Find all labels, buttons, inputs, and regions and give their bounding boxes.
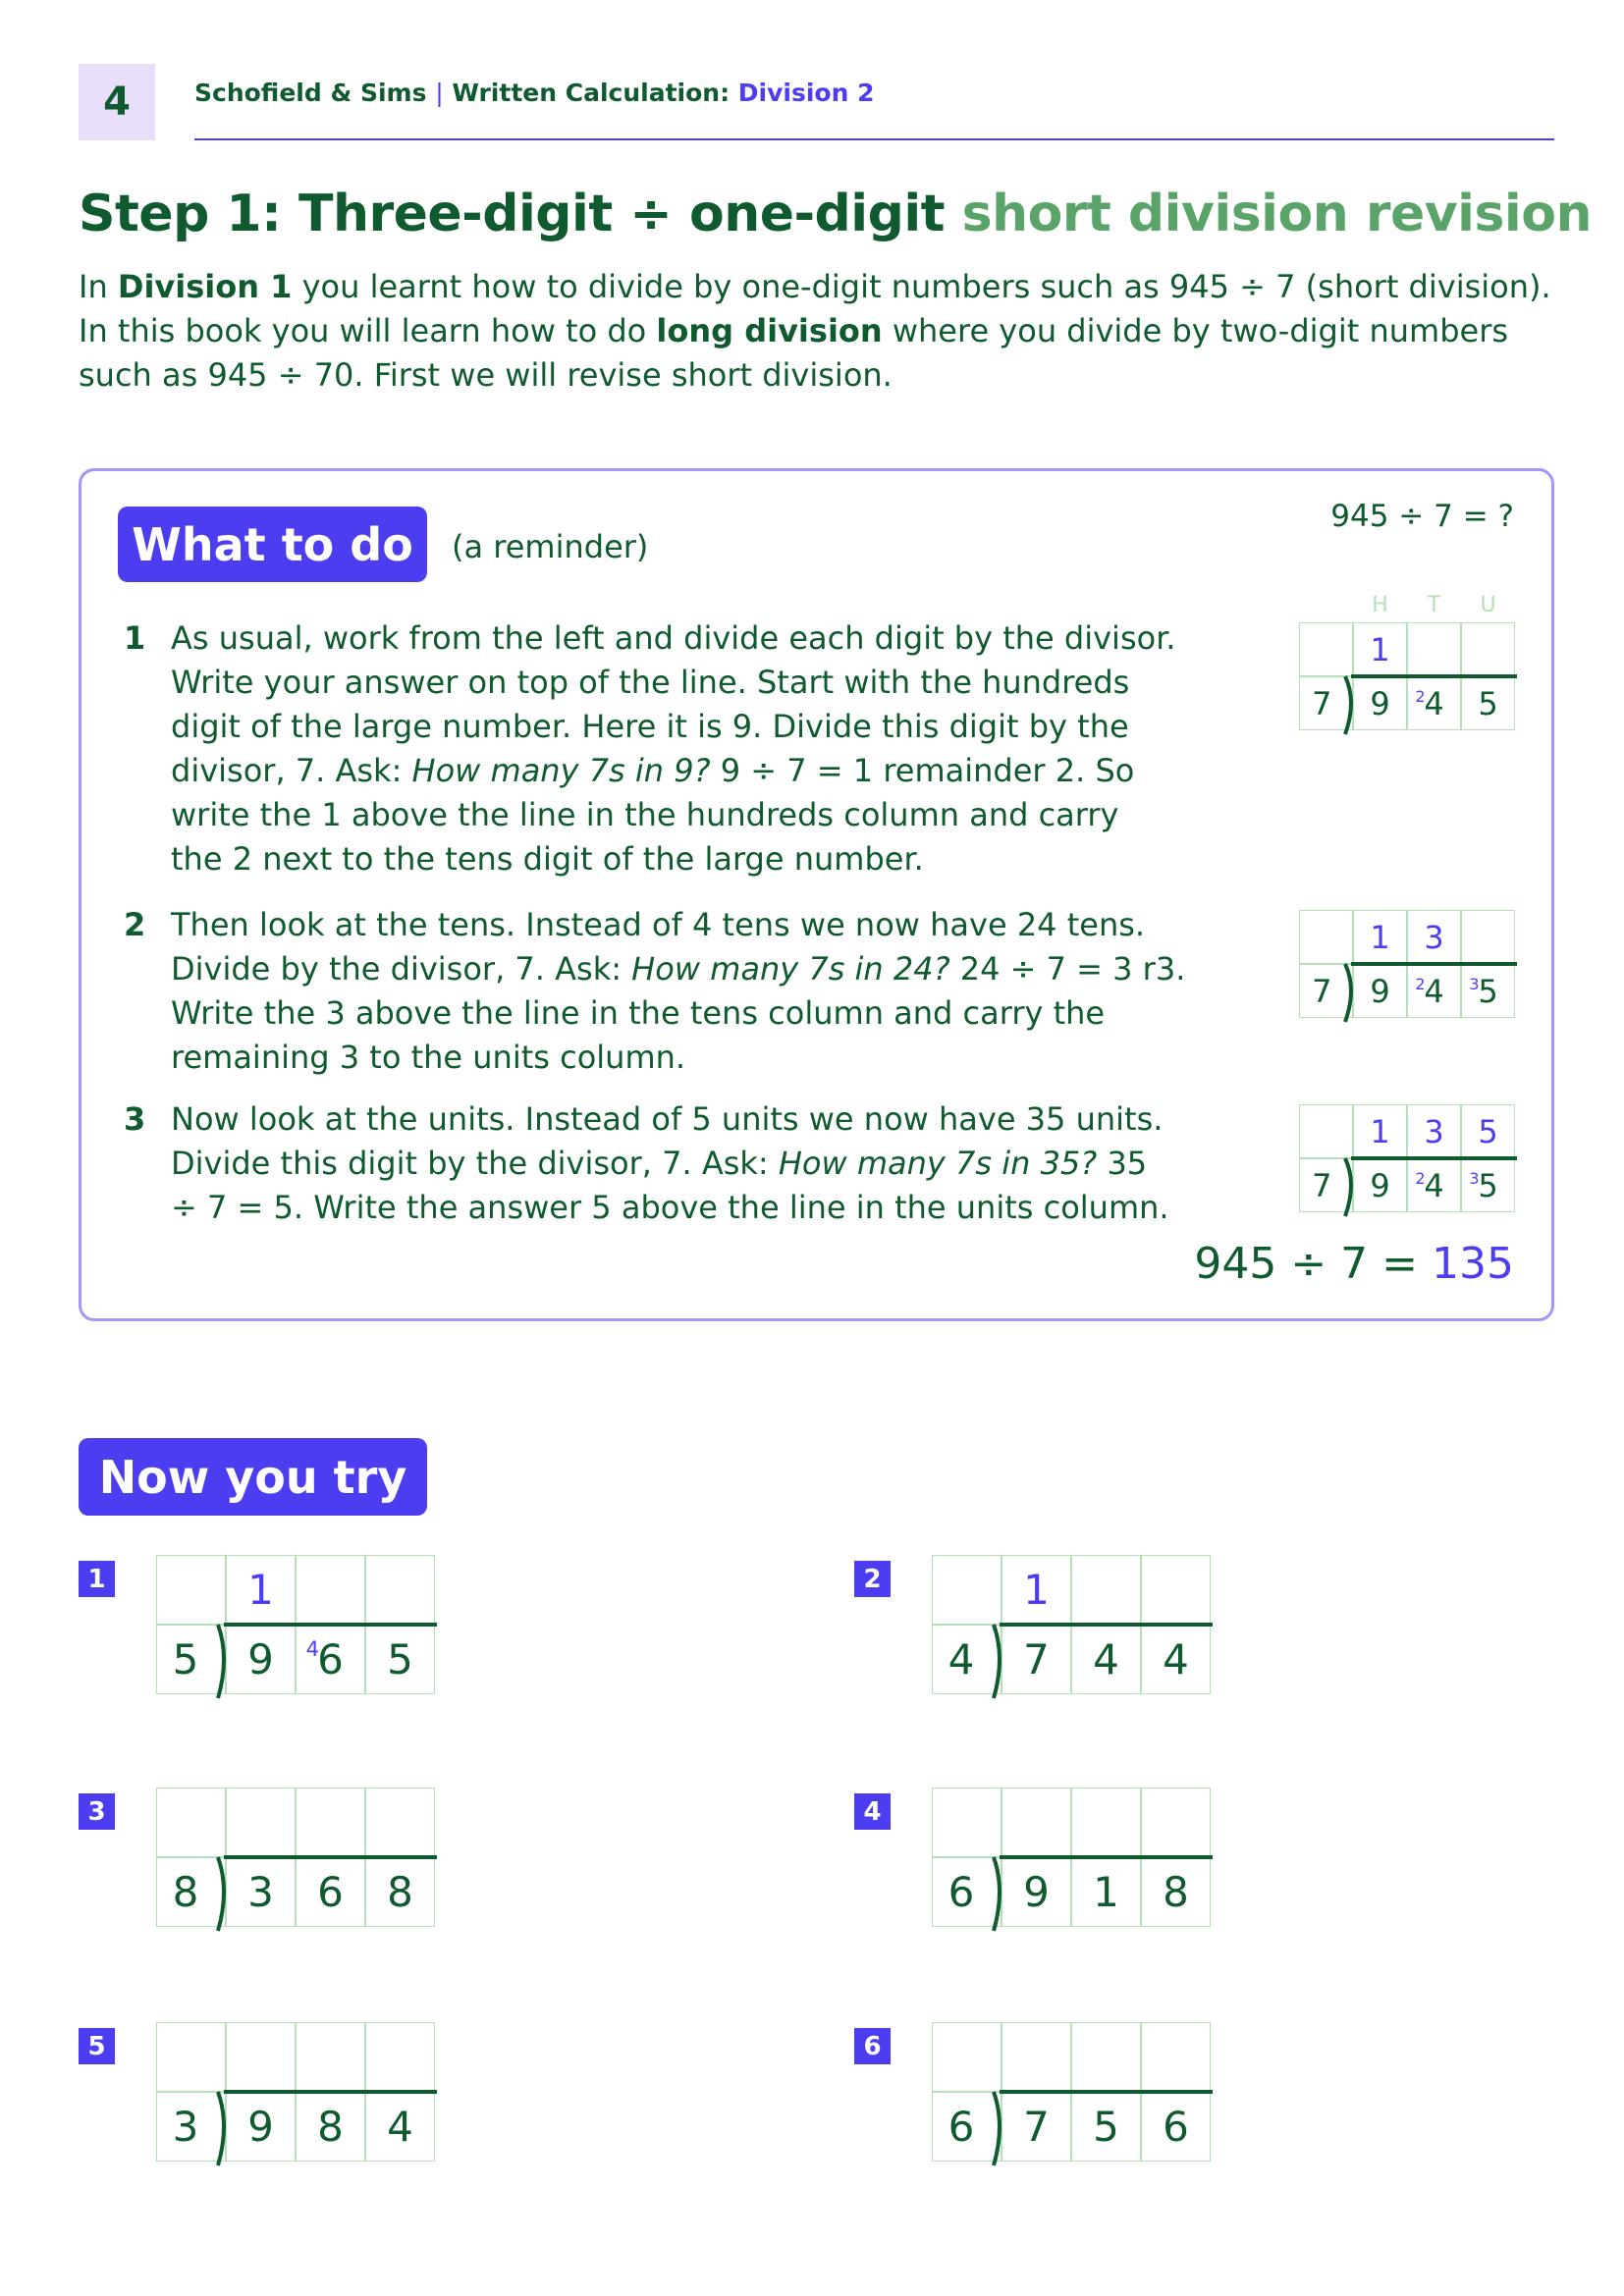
step-number: 3 xyxy=(124,1100,146,1138)
dividend-digit: 5 xyxy=(1478,684,1498,722)
step-text-part: As usual, work from the left and divide each digit by the divisor. Write your answer on top of the line. Start with the hundreds digit of the large number. Here it is 9. Divide this digit by the divisor, 7. Ask: xyxy=(171,619,1176,789)
carry-digit: 2 xyxy=(1415,1168,1426,1188)
dividend-digit-cell xyxy=(1353,964,1407,1018)
dividend-digit-cell xyxy=(226,2092,296,2162)
carry-digit: 3 xyxy=(1469,974,1480,993)
dividend-digit: 6 xyxy=(317,1635,344,1683)
empty-cell xyxy=(932,1788,1001,1857)
answer-cell: 3 xyxy=(1407,910,1461,964)
dividend-digit-cell xyxy=(365,1625,435,1694)
dividend-digit-cell xyxy=(365,1857,435,1927)
division-bracket-icon xyxy=(214,2090,234,2167)
division-bar xyxy=(224,1855,437,1859)
exercise-grid-1 xyxy=(156,1555,435,1694)
step-text-part: 24 ÷ 7 = 3 r3. Write the 3 above the line in the tens column and carry the remaining 3 to the units column. xyxy=(171,950,1186,1076)
page-title xyxy=(79,185,1592,243)
step-text-part: 35 ÷ 7 = 5. Write the answer 5 above the line in the units column. xyxy=(171,1145,1169,1226)
header-separator: | xyxy=(435,79,444,107)
dividend-digit-cell xyxy=(1407,676,1461,730)
division-bracket-icon xyxy=(990,2090,1009,2167)
answer-cell[interactable] xyxy=(1071,1788,1141,1857)
intro-bold: long division xyxy=(656,312,883,349)
htu-label-h: H xyxy=(1372,593,1388,617)
step-text xyxy=(171,616,1178,881)
answer-cell[interactable] xyxy=(365,1555,435,1625)
divisor-cell: 3 xyxy=(156,2092,226,2162)
divisor-cell: 6 xyxy=(932,1857,1001,1927)
exercise-number-badge: 2 xyxy=(854,1561,891,1597)
dividend-digit-cell xyxy=(365,2092,435,2162)
answer-cell: 1 xyxy=(1353,910,1407,964)
dividend-digit: 8 xyxy=(387,1868,413,1916)
running-header xyxy=(194,79,875,107)
division-bar xyxy=(1000,2090,1213,2094)
division-bracket-icon xyxy=(1341,962,1361,1024)
dividend-digit-cell xyxy=(1461,964,1515,1018)
dividend-digit-cell xyxy=(226,1625,296,1694)
book-name: Division 2 xyxy=(737,79,875,107)
final-result: 135 xyxy=(1432,1239,1514,1289)
dividend-digit: 5 xyxy=(1478,972,1498,1010)
dividend-digit: 5 xyxy=(1478,1166,1498,1204)
title-main: Step 1: Three-digit ÷ one-digit xyxy=(79,185,946,243)
divisor-cell: 4 xyxy=(932,1625,1001,1694)
division-bracket-icon xyxy=(1341,674,1361,736)
step-number: 2 xyxy=(124,906,146,943)
dividend-digit-cell xyxy=(296,1857,365,1927)
step-2 xyxy=(118,903,1188,1080)
dividend-digit: 8 xyxy=(317,2103,344,2151)
answer-cell: 5 xyxy=(1461,1104,1515,1158)
htu-label-u: U xyxy=(1480,593,1496,617)
dividend-digit-cell xyxy=(1461,676,1515,730)
dividend-digit: 9 xyxy=(247,1635,274,1683)
empty-cell xyxy=(156,1788,226,1857)
intro-text: you learnt how to divide by one-digit numbers such as 945 ÷ 7 (short division). In this book you will learn how to do xyxy=(79,268,1551,349)
what-to-do-heading: What to do xyxy=(118,507,427,582)
intro-text: where you divide by two-digit numbers such as 945 ÷ 70. First we will revise short division. xyxy=(79,312,1509,394)
dividend-digit-cell xyxy=(1001,1857,1071,1927)
empty-cell xyxy=(156,1555,226,1625)
division-bar xyxy=(1351,1156,1517,1160)
dividend-digit: 3 xyxy=(247,1868,274,1916)
answer-cell[interactable] xyxy=(1141,1788,1211,1857)
step-text-part: Now look at the units. Instead of 5 units we now have 35 units. Divide this digit by the divisor, 7. Ask: xyxy=(171,1100,1164,1182)
answer-cell[interactable]: 1 xyxy=(1001,1555,1071,1625)
dividend-digit: 8 xyxy=(1163,1868,1189,1916)
page-number: 4 xyxy=(79,64,155,140)
exercise-number-badge: 1 xyxy=(79,1561,115,1597)
dividend-digit-cell xyxy=(1407,964,1461,1018)
empty-cell xyxy=(156,2022,226,2092)
dividend-digit: 4 xyxy=(1424,684,1444,722)
dividend-digit: 5 xyxy=(1093,2103,1119,2151)
dividend-digit-cell xyxy=(1141,1857,1211,1927)
dividend-digit-cell xyxy=(1461,1158,1515,1212)
step-question: How many 7s in 9? xyxy=(411,752,711,789)
carry-digit: 3 xyxy=(1469,1168,1480,1188)
answer-cell[interactable] xyxy=(1141,1555,1211,1625)
step-text xyxy=(171,903,1188,1080)
now-you-try-heading: Now you try xyxy=(79,1438,427,1516)
dividend-digit: 7 xyxy=(1023,2103,1050,2151)
division-bracket-icon xyxy=(990,1855,1009,1933)
division-bar xyxy=(1351,962,1517,966)
answer-cell xyxy=(1461,910,1515,964)
final-expression: 945 ÷ 7 = xyxy=(1194,1239,1433,1289)
dividend-digit-cell xyxy=(1141,1625,1211,1694)
step-text-part: 9 ÷ 7 = 1 remainder 2. So write the 1 above the line in the hundreds column and carry the 2 next to the tens digit of the large number. xyxy=(171,752,1135,878)
empty-cell xyxy=(932,1555,1001,1625)
division-bar xyxy=(224,2090,437,2094)
dividend-digit: 5 xyxy=(387,1635,413,1683)
exercise-grid-6 xyxy=(932,2022,1211,2162)
step-3 xyxy=(118,1097,1178,1230)
answer-cell[interactable]: 1 xyxy=(226,1555,296,1625)
dividend-digit-cell xyxy=(1353,676,1407,730)
answer-cell[interactable] xyxy=(296,1788,365,1857)
division-bar xyxy=(1000,1855,1213,1859)
example-grid-1 xyxy=(1299,622,1515,730)
step-text-part: Then look at the tens. Instead of 4 tens we now have 24 tens. Divide by the divisor, 7. Ask: xyxy=(171,906,1146,988)
empty-cell xyxy=(932,2022,1001,2092)
step-question: How many 7s in 24? xyxy=(631,950,950,988)
example-question: 945 ÷ 7 = ? xyxy=(1330,499,1514,534)
divisor-cell: 7 xyxy=(1299,964,1353,1018)
dividend-digit-cell xyxy=(1001,2092,1071,2162)
empty-cell xyxy=(1299,1104,1353,1158)
dividend-digit: 7 xyxy=(1023,1635,1050,1683)
division-bracket-icon xyxy=(1341,1156,1361,1218)
answer-cell[interactable] xyxy=(296,1555,365,1625)
answer-cell xyxy=(1407,622,1461,676)
answer-cell: 1 xyxy=(1353,622,1407,676)
answer-cell xyxy=(1461,622,1515,676)
step-question: How many 7s in 35? xyxy=(778,1145,1098,1182)
dividend-digit-cell xyxy=(1001,1625,1071,1694)
answer-cell[interactable] xyxy=(296,2022,365,2092)
dividend-digit: 9 xyxy=(1370,684,1390,722)
exercise-number-badge: 5 xyxy=(79,2028,115,2064)
final-answer xyxy=(1194,1239,1514,1289)
answer-cell[interactable] xyxy=(1071,1555,1141,1625)
dividend-digit: 9 xyxy=(1370,1166,1390,1204)
answer-cell[interactable] xyxy=(226,1788,296,1857)
series-name: Written Calculation: xyxy=(452,79,731,107)
division-bar xyxy=(1000,1623,1213,1627)
dividend-digit: 9 xyxy=(1370,972,1390,1010)
answer-cell[interactable] xyxy=(1141,2022,1211,2092)
dividend-digit-cell xyxy=(296,2092,365,2162)
intro-paragraph xyxy=(79,265,1561,398)
title-accent: short division revision xyxy=(961,185,1592,243)
divisor-cell: 8 xyxy=(156,1857,226,1927)
dividend-digit: 4 xyxy=(387,2103,413,2151)
division-bracket-icon xyxy=(990,1623,1009,1700)
dividend-digit: 9 xyxy=(1023,1868,1050,1916)
answer-cell: 1 xyxy=(1353,1104,1407,1158)
answer-cell[interactable] xyxy=(1001,1788,1071,1857)
exercise-grid-5 xyxy=(156,2022,435,2162)
dividend-digit-cell xyxy=(1071,1857,1141,1927)
dividend-digit: 6 xyxy=(1163,2103,1189,2151)
divisor-cell: 6 xyxy=(932,2092,1001,2162)
example-grid-2 xyxy=(1299,910,1515,1018)
step-1 xyxy=(118,616,1178,881)
exercise-number-badge: 4 xyxy=(854,1793,891,1830)
answer-cell[interactable] xyxy=(226,2022,296,2092)
divisor-cell: 7 xyxy=(1299,676,1353,730)
empty-cell xyxy=(1299,622,1353,676)
answer-cell[interactable] xyxy=(1071,2022,1141,2092)
intro-bold: Division 1 xyxy=(117,268,293,305)
dividend-digit: 6 xyxy=(317,1868,344,1916)
reminder-label: (a reminder) xyxy=(452,528,649,565)
carry-digit: 4 xyxy=(305,1637,320,1662)
exercise-grid-2 xyxy=(932,1555,1211,1694)
answer-cell[interactable] xyxy=(365,1788,435,1857)
exercise-number-badge: 6 xyxy=(854,2028,891,2064)
division-bracket-icon xyxy=(214,1855,234,1933)
division-bracket-icon xyxy=(214,1623,234,1700)
dividend-digit: 4 xyxy=(1163,1635,1189,1683)
exercise-grid-4 xyxy=(932,1788,1211,1927)
answer-cell[interactable] xyxy=(1001,2022,1071,2092)
step-number: 1 xyxy=(124,619,146,657)
intro-text: In xyxy=(79,268,118,305)
empty-cell xyxy=(1299,910,1353,964)
htu-label-t: T xyxy=(1427,593,1441,617)
divisor-cell: 5 xyxy=(156,1625,226,1694)
dividend-digit: 4 xyxy=(1424,972,1444,1010)
exercise-number-badge: 3 xyxy=(79,1793,115,1830)
dividend-digit: 1 xyxy=(1093,1868,1119,1916)
divisor-cell: 7 xyxy=(1299,1158,1353,1212)
dividend-digit: 9 xyxy=(247,2103,274,2151)
answer-cell: 3 xyxy=(1407,1104,1461,1158)
dividend-digit-cell xyxy=(1071,1625,1141,1694)
division-bar xyxy=(224,1623,437,1627)
publisher: Schofield & Sims xyxy=(194,79,427,107)
header-rule xyxy=(194,138,1554,140)
dividend-digit-cell xyxy=(1353,1158,1407,1212)
carry-digit: 2 xyxy=(1415,974,1426,993)
example-grid-3 xyxy=(1299,1104,1515,1212)
dividend-digit-cell xyxy=(296,1625,365,1694)
answer-cell[interactable] xyxy=(365,2022,435,2092)
step-text xyxy=(171,1097,1178,1230)
dividend-digit-cell xyxy=(1071,2092,1141,2162)
dividend-digit-cell xyxy=(1407,1158,1461,1212)
dividend-digit-cell xyxy=(226,1857,296,1927)
exercise-grid-3 xyxy=(156,1788,435,1927)
division-bar xyxy=(1351,674,1517,678)
dividend-digit: 4 xyxy=(1424,1166,1444,1204)
carry-digit: 2 xyxy=(1415,686,1426,706)
dividend-digit: 4 xyxy=(1093,1635,1119,1683)
dividend-digit-cell xyxy=(1141,2092,1211,2162)
